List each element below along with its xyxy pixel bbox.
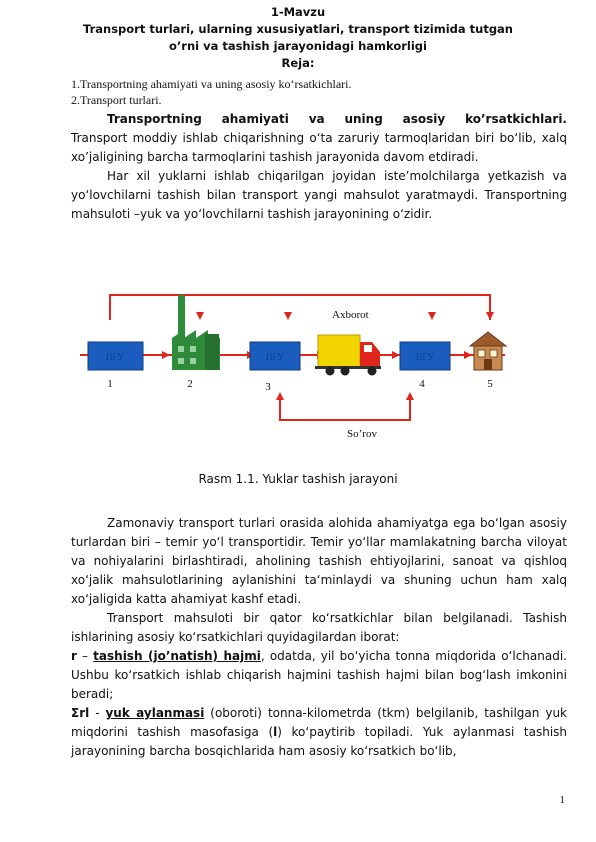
node-number-5: 5 <box>487 378 493 390</box>
node-number-3: 3 <box>265 381 271 393</box>
p6-rest-b: ) ko‘paytirib topiladi. Yuk aylanmasi tashish jarayonining barcha bosqichlarida ham asosiy ko‘rsatkich bo‘lib, <box>71 725 568 758</box>
paragraph-4: Transport mahsuloti bir qator ko‘rsatkichlar bilan belgilanadi. Tashish ishlarining asosiy ko‘rsatkichlari quyidagilardan iborat: <box>71 611 567 644</box>
figure-caption: Rasm 1.1. Yuklar tashish jarayoni <box>198 472 398 486</box>
p5-dash: – <box>82 649 89 663</box>
plan-item-2: 2.Transport turlari. <box>71 93 162 107</box>
topic-number: 1-Mavzu <box>270 5 326 19</box>
transport-process-diagram <box>0 280 596 450</box>
term-yuk-aylanmasi: yuk aylanmasi <box>105 706 205 720</box>
plan-label: Reja: <box>281 56 315 70</box>
axborot-label: Axborot <box>332 309 369 321</box>
node-number-4: 4 <box>419 378 425 390</box>
node-box-3-label: ПГУ <box>265 352 285 362</box>
truck-icon <box>315 335 381 376</box>
section1-paragraph-2: Har xil yuklarni ishlab chiqarilgan joyidan iste’molchilarga yetkazish va yo‘lovchilarni tashish bilan transport yangi mahsulot yaratmaydi. Transportning mahsuloti –yuk va yo‘lovchilarni tashish jarayonining o‘zidir. <box>71 169 567 221</box>
page-number: 1 <box>559 794 565 806</box>
factory-icon <box>172 295 220 370</box>
section1-heading: Transportning ahamiyati va uning asosiy ko’rsatkichlari. <box>107 112 567 126</box>
node-box-4-label: ПГУ <box>415 352 435 362</box>
p5-rest: , odatda, yil bo‘yicha tonna miqdorida o‘lchanadi. Ushbu ko‘rsatkich ishlab chiqarish hajmini tashish hajmi bilan bog‘lash imkonini beradi; <box>71 649 567 701</box>
title-line-1: Transport turlari, ularning xususiyatlari, transport tizimida tutgan <box>83 22 513 36</box>
p6-dash: - <box>89 706 106 720</box>
section1-paragraph-1 <box>71 110 567 167</box>
house-icon <box>470 332 506 370</box>
paragraph-6 <box>71 704 567 761</box>
term-tashish-hajmi: tashish (jo’natish) hajmi <box>93 649 261 663</box>
node-number-2: 2 <box>187 378 193 390</box>
symbol-sum-rl: Σrl <box>71 706 90 720</box>
symbol-r: r <box>71 649 77 663</box>
symbol-l: l <box>273 725 278 739</box>
paragraph-3: Zamonaviy transport turlari orasida alohida ahamiyatga ega bo‘lgan asosiy turlardan biri – temir yo‘l transportidir. Temir yo‘llar mamlakatning barcha viloyat va nohiyalarini birlashtiradi, aholining tashish ehtiyojlarini, sanoat va qishloq xo‘jalik mahsulotlarining aylanishini ta‘minlaydi va shuning uchun ham xalq xo‘jaligida katta ahamiyat kashf etadi. <box>71 516 567 606</box>
sorov-label: So’rov <box>347 428 377 440</box>
node-box-1-label: ПГУ <box>105 352 125 362</box>
title-line-2: o’rni va tashish jarayonidagi hamkorligi <box>169 39 427 53</box>
plan-item-1: 1.Transportning ahamiyati va uning asosiy ko‘rsatkichlari. <box>71 77 352 91</box>
paragraph-5 <box>71 647 567 704</box>
section1-p1-rest: Transport moddiy ishlab chiqarishning o‘ta zaruriy tarmoqlaridan biri bo‘lib, xalq xo’jaligining barcha tarmoqlarini tashish jarayonida davom etdiradi. <box>71 131 567 164</box>
p6-rest-a: (oboroti) tonna-kilometrda (tkm) belgilanib, tashilgan yuk miqdorini tashish masofasiga ( <box>71 706 567 739</box>
node-number-1: 1 <box>107 378 113 390</box>
